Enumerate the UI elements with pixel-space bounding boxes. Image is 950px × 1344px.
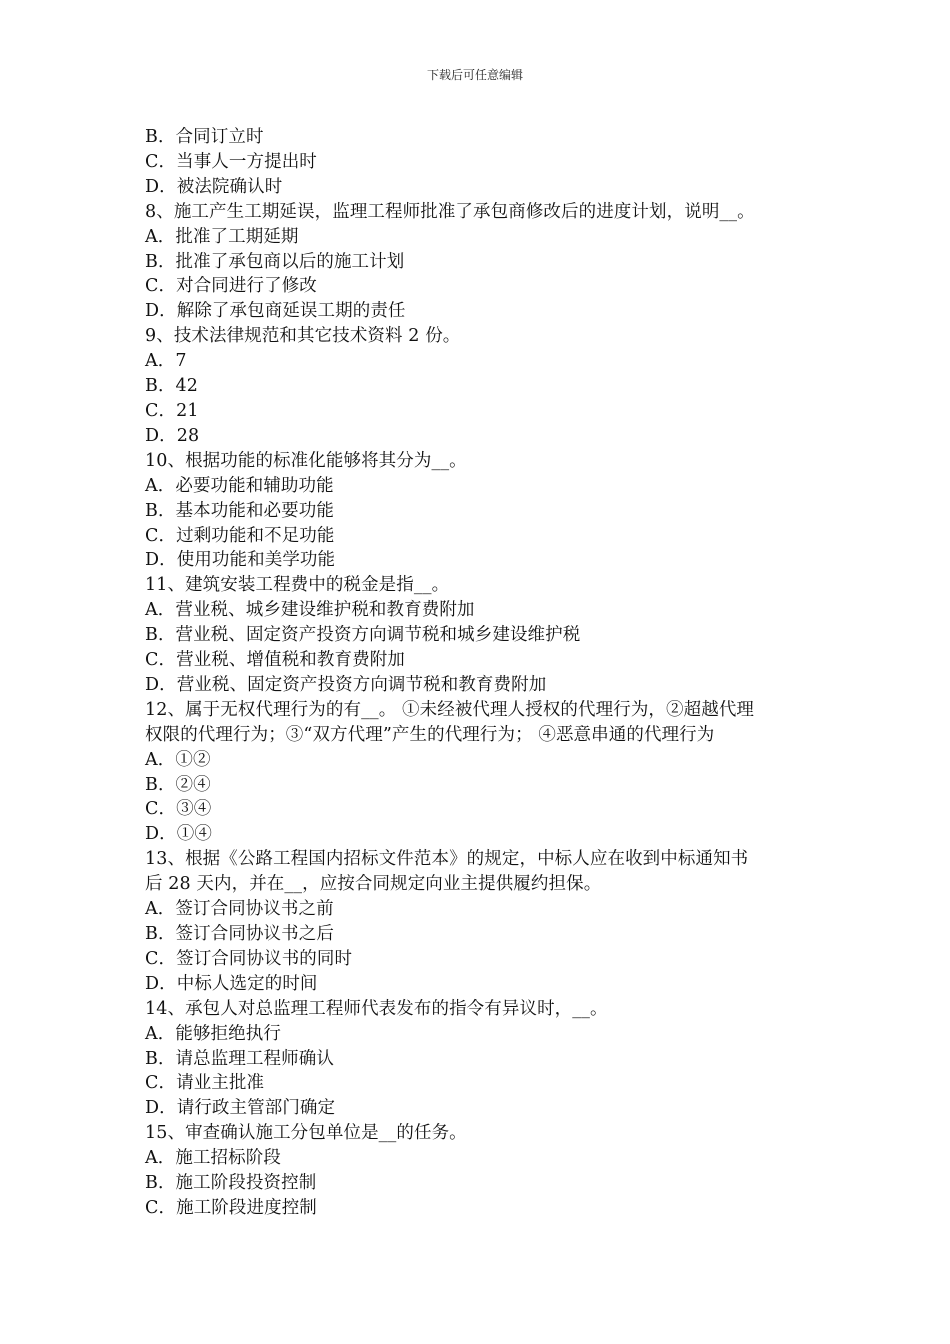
answer-option: B．②④ <box>145 774 211 795</box>
answer-option: B．合同订立时 <box>145 127 264 147</box>
answer-option: C．营业税、增值税和教育费附加 <box>145 650 405 671</box>
answer-option: D．营业税、固定资产投资方向调节税和教育费附加 <box>145 674 547 695</box>
answer-option: C．请业主批准 <box>145 1073 265 1094</box>
answer-option: D．使用功能和美学功能 <box>145 550 336 571</box>
answer-option: C．对合同进行了修改 <box>145 276 317 297</box>
question-text: 15、审查确认施工分包单位是__的任务。 <box>145 1123 467 1144</box>
answer-option: A．7 <box>145 351 187 372</box>
answer-option: A．营业税、城乡建设维护税和教育费附加 <box>145 600 475 621</box>
question-text: 13、根据《公路工程国内招标文件范本》的规定，中标人应在收到中标通知书 <box>145 849 749 870</box>
answer-option: D．解除了承包商延误工期的责任 <box>145 301 406 322</box>
answer-option: C．过剩功能和不足功能 <box>145 525 335 546</box>
answer-option: C．21 <box>145 400 199 421</box>
answer-option: B．营业税、固定资产投资方向调节税和城乡建设维护税 <box>145 625 581 646</box>
question-text: 9、技术法律规范和其它技术资料 2 份。 <box>145 326 461 347</box>
question-text: 10、根据功能的标准化能够将其分为__。 <box>145 450 467 471</box>
question-text: 11、建筑安装工程费中的税金是指__。 <box>145 575 450 596</box>
question-text: 14、承包人对总监理工程师代表发布的指令有异议时，__。 <box>145 998 608 1019</box>
document-body <box>145 125 810 1221</box>
answer-option: A．批准了工期延期 <box>145 226 299 247</box>
answer-option: B．基本功能和必要功能 <box>145 500 334 521</box>
question-text: 12、属于无权代理行为的有__。 ①未经被代理人授权的代理行为，②超越代理 <box>145 699 755 720</box>
answer-option: D．被法院确认时 <box>145 176 283 197</box>
answer-option: C．当事人一方提出时 <box>145 151 317 172</box>
question-text-continued: 后 28 天内，并在__，应按合同规定向业主提供履约担保。 <box>145 874 602 895</box>
answer-option: D．①④ <box>145 824 212 845</box>
answer-option: B．请总监理工程师确认 <box>145 1048 334 1069</box>
answer-option: D．28 <box>145 425 200 446</box>
answer-option: D．中标人选定的时间 <box>145 973 318 994</box>
answer-option: A．能够拒绝执行 <box>145 1023 281 1044</box>
answer-option: C．签订合同协议书的同时 <box>145 948 353 969</box>
answer-option: C．③④ <box>145 799 212 820</box>
page-header: 下载后可任意编辑 <box>426 68 523 82</box>
answer-option: B．批准了承包商以后的施工计划 <box>145 251 405 272</box>
answer-option: A．①② <box>145 749 211 770</box>
answer-option: B．施工阶段投资控制 <box>145 1173 317 1194</box>
answer-option: A．签订合同协议书之前 <box>145 899 334 920</box>
answer-option: A．施工招标阶段 <box>145 1148 281 1169</box>
answer-option: B．42 <box>145 376 199 397</box>
question-text-continued: 权限的代理行为；③“双方代理”产生的代理行为； ④恶意串通的代理行为 <box>145 724 715 745</box>
answer-option: B．签订合同协议书之后 <box>145 924 334 944</box>
answer-option: A．必要功能和辅助功能 <box>145 475 334 496</box>
answer-option: D．请行政主管部门确定 <box>145 1098 336 1119</box>
question-text: 8、施工产生工期延误，监理工程师批准了承包商修改后的进度计划，说明__。 <box>145 201 755 222</box>
answer-option: C．施工阶段进度控制 <box>145 1197 317 1218</box>
